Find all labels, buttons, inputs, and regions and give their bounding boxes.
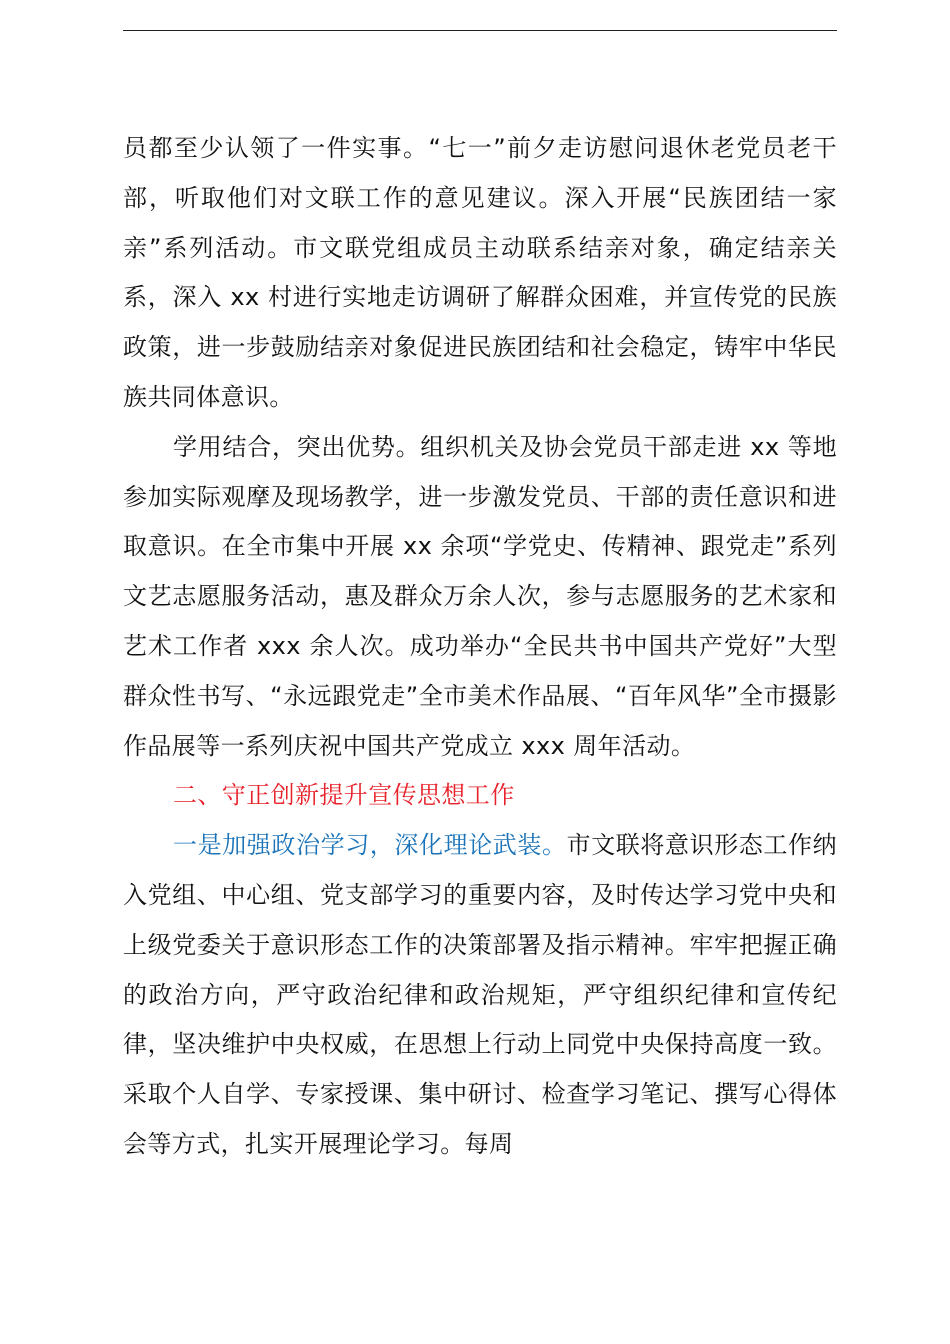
header-rule <box>123 30 837 31</box>
paragraph-study-application: 学用结合，突出优势。组织机关及协会党员干部走进 xx 等地参加实际观摩及现场教学，进一步激发党员、干部的责任意识和进取意识。在全市集中开展 xx 余项“学党史、传精神、跟党走”系列文艺志愿服务活动，惠及群众万余人次，参与志愿服务的艺术家和艺术工作者 xxx 余人次。成功举办“全民共书中国共产党好”大型群众性书写、“永远跟党走”全市美术作品展、“百年风华”全市摄影作品展等一系列庆祝中国共产党成立 xxx 周年活动。 <box>123 432 837 760</box>
paragraph-political-study <box>123 821 837 1170</box>
paragraph-continuation: 员都至少认领了一件实事。“七一”前夕走访慰问退休老党员老干部，听取他们对文联工作的意见建议。深入开展“民族团结一家亲”系列活动。市文联党组成员主动联系结亲对象，确定结亲关系，深入 xx 村进行实地走访调研了解群众困难，并宣传党的民族政策，进一步鼓励结亲对象促进民族团结和社会稳定，铸牢中华民族共同体意识。 <box>123 134 837 411</box>
paragraph-body-text: 市文联将意识形态工作纳入党组、中心组、党支部学习的重要内容，及时传达学习党中央和上级党委关于意识形态工作的决策部署及指示精神。牢牢把握正确的政治方向，严守政治纪律和政治规矩，严守组织纪律和宣传纪律，坚决维护中央权威，在思想上行动上同党中央保持高度一致。采取个人自学、专家授课、集中研讨、检查学习笔记、撰写心得体会等方式，扎实开展理论学习。每周 <box>123 831 837 1158</box>
paragraph-lead-phrase: 一是加强政治学习，深化理论武装。 <box>173 831 567 860</box>
section-heading: 二、守正创新提升宣传思想工作 <box>173 781 515 810</box>
document-body <box>123 124 837 1170</box>
